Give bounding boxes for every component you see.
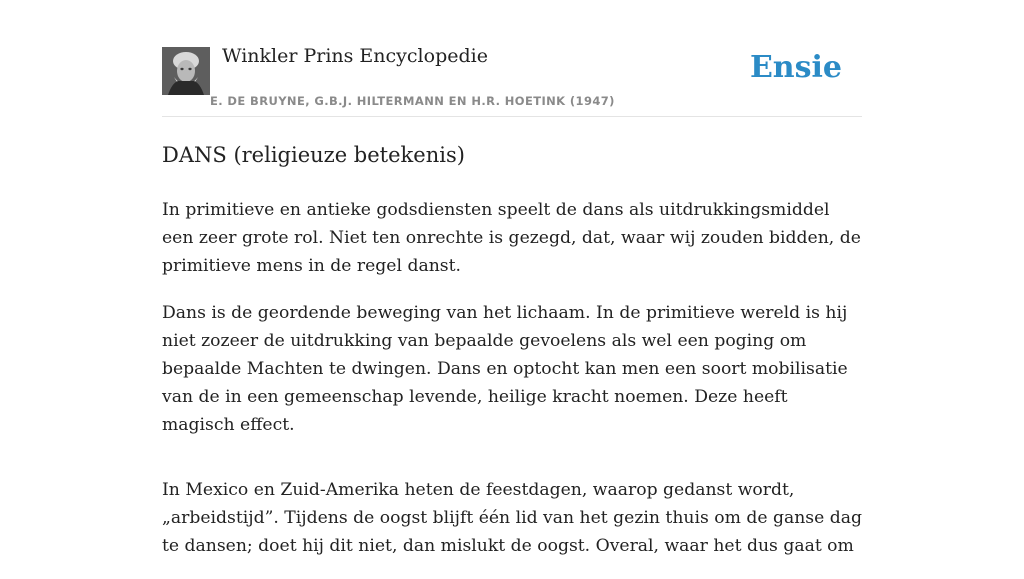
article-paragraph: Dans is de geordende beweging van het lichaam. In de primitieve wereld is hij niet zozeer de uitdrukking van bepaalde gevoelens als wel een poging om bepaalde Machten te dwingen. Dans en optocht kan men een soort mobilisatie van de in een gemeenschap levende, heilige kracht noemen. Deze heeft magisch effect. (162, 303, 848, 435)
brand-logo[interactable]: Ensie (749, 50, 842, 85)
authors-byline: E. DE BRUYNE, G.B.J. HILTERMANN EN H.R. HOETINK (1947) (210, 94, 615, 108)
author-avatar (162, 47, 210, 95)
site-header (162, 0, 862, 117)
article-title: DANS (religieuze betekenis) (162, 143, 465, 167)
article (162, 140, 862, 579)
portrait-image (162, 47, 210, 95)
article-paragraph: In Mexico en Zuid-Amerika heten de feestdagen, waarop gedanst wordt, „arbeidstijd”. Tijdens de oogst blijft één lid van het gezin thuis om de ganse dag te dansen; doet hij dit niet, dan mislukt de oogst. Overal, waar het dus gaat om (162, 480, 863, 556)
site-title[interactable]: Winkler Prins Encyclopedie (222, 45, 488, 67)
article-paragraph: In primitieve en antieke godsdiensten speelt de dans als uitdrukkingsmiddel een zeer grote rol. Niet ten onrechte is gezegd, dat, waar wij zouden bidden, de primitieve mens in de regel danst. (162, 200, 861, 276)
